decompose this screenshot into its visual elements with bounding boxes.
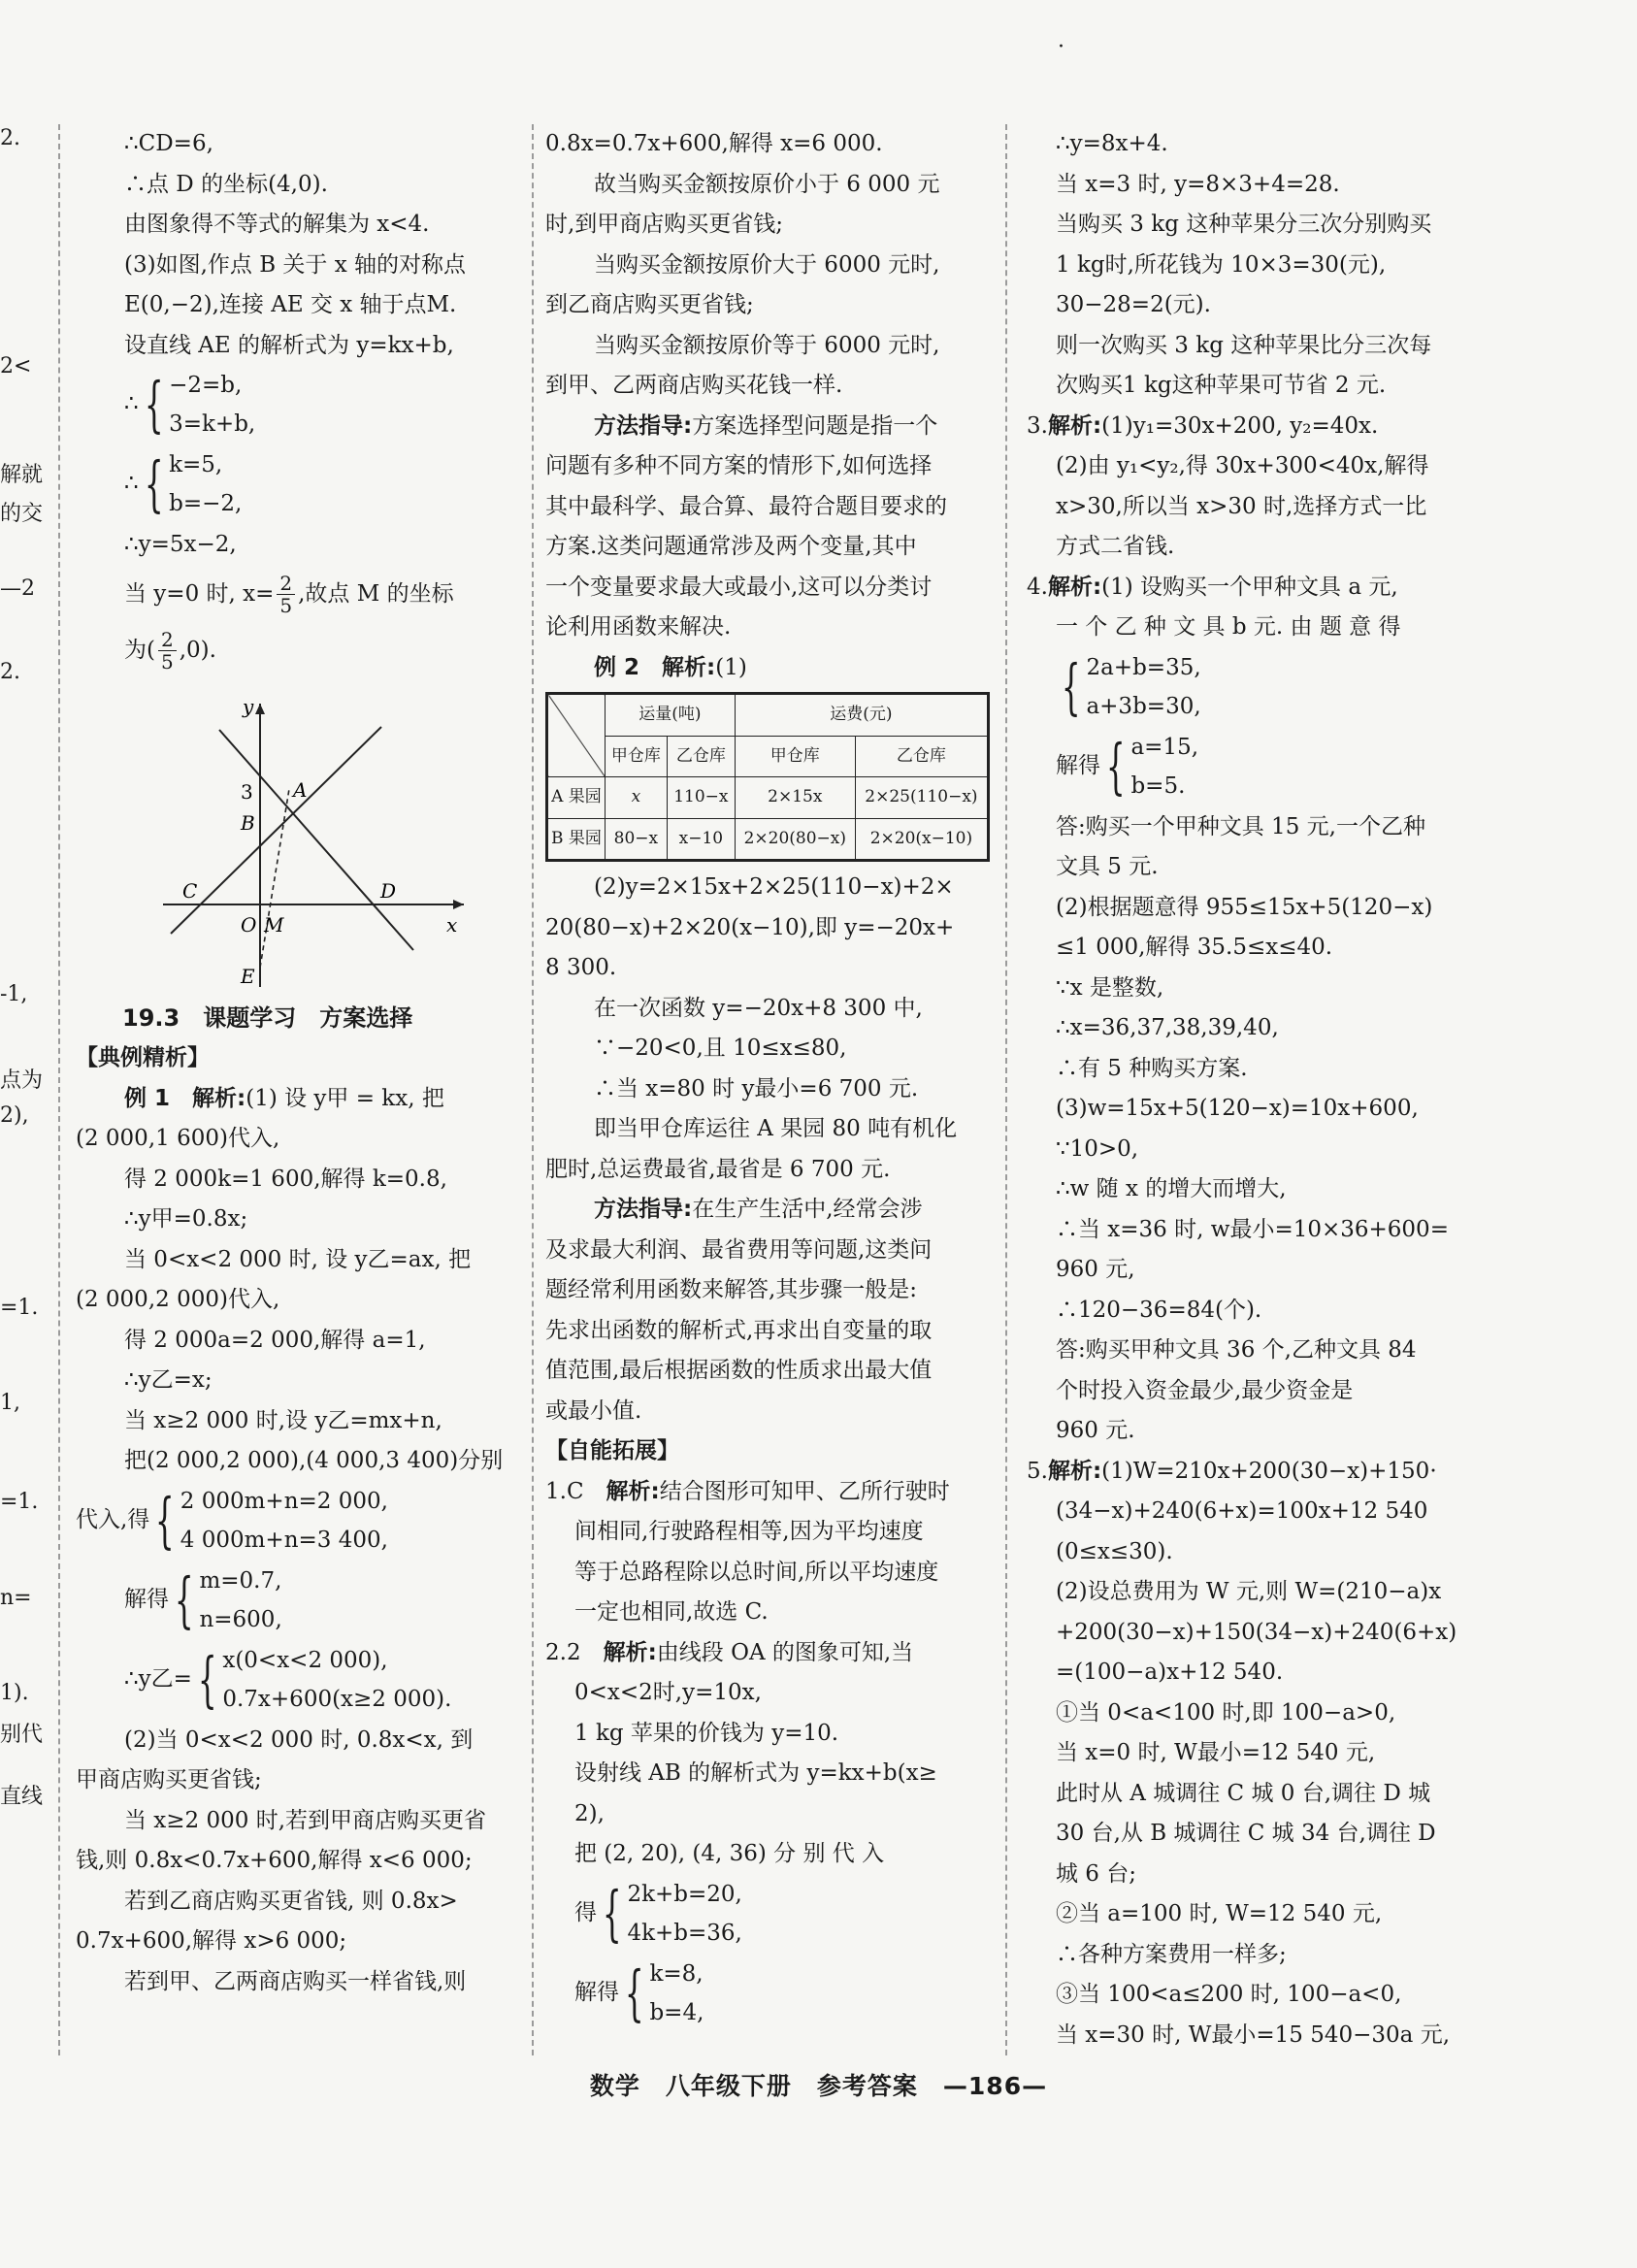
- text-line: (2 000,2 000)代入,: [76, 1287, 280, 1312]
- equation: 2a+b=35,: [1086, 654, 1201, 680]
- text-line: 若到乙商店购买更省钱, 则 0.8x>: [124, 1888, 458, 1914]
- text-line: 5.解析:(1)W=210x+200(30−x)+150·: [1027, 1458, 1437, 1484]
- text-line: 当 y=0 时, x= $\frac{2}{5}$ ,故点 M 的坐标: [124, 572, 454, 617]
- text-line: ∴y乙=x;: [124, 1367, 213, 1393]
- point-label: A: [293, 777, 308, 802]
- equation: a=15,: [1130, 734, 1199, 760]
- text-line: =(100−a)x+12 540.: [1056, 1660, 1284, 1685]
- text-line: 例 2 解析:(1): [594, 654, 747, 680]
- text-line: 到甲、乙两商店购买花钱一样.: [545, 373, 843, 398]
- text-line: 2),: [574, 1800, 605, 1826]
- text-line: (2 000,1 600)代入,: [76, 1126, 280, 1151]
- text-line: 此时从 A 城调往 C 城 0 台,调往 D 城: [1056, 1780, 1431, 1806]
- fraction: $\frac{2}{5}$: [277, 573, 295, 616]
- text-line: 1.C 解析:结合图形可知甲、乙所行驶时: [545, 1478, 950, 1504]
- text-line: 城 6 台;: [1056, 1860, 1137, 1887]
- text-line: 方式二省钱.: [1056, 534, 1175, 559]
- text-line: 一定也相同,故选 C.: [574, 1599, 769, 1625]
- text-line: 0.7x+600,解得 x>6 000;: [76, 1928, 347, 1954]
- text-line: 当 x≥2 000 时,设 y乙=mx+n,: [124, 1407, 442, 1433]
- speck-mark: ·: [1058, 35, 1064, 59]
- function-graph: [76, 678, 522, 999]
- equation: −2=b,: [169, 373, 243, 398]
- text-line: 文具 5 元.: [1056, 854, 1159, 879]
- text-line: (2)y=2×15x+2×25(110−x)+2×: [594, 874, 954, 900]
- table-cell: 2×20(x−10): [855, 818, 988, 861]
- text-line: ∴y=5x−2,: [124, 532, 237, 557]
- text-line: ①当 0<a<100 时,即 100−a>0,: [1056, 1699, 1396, 1726]
- text-line: (2)由 y₁<y₂,得 30x+300<40x,解得: [1056, 453, 1429, 478]
- edge-text: 1).: [0, 1681, 29, 1705]
- text-line: ∵10>0,: [1056, 1135, 1139, 1162]
- y-arrow: [255, 704, 265, 714]
- text-line: ∴w 随 x 的增大而增大,: [1056, 1176, 1287, 1201]
- column-divider: [1005, 124, 1007, 2055]
- text-line: (2)当 0<x<2 000 时, 0.8x<x, 到: [124, 1726, 474, 1753]
- text-line: 当 x≥2 000 时,若到甲商店购买更省: [124, 1807, 487, 1833]
- text-line: 其中最科学、最合算、最符合题目要求的: [545, 493, 947, 519]
- text-line: ∴当 x=36 时, w最小=10×36+600=: [1056, 1216, 1449, 1242]
- equation-system: 解得 { m=0.7, n=600,: [76, 1561, 522, 1641]
- equation: n=600,: [199, 1606, 282, 1632]
- edge-text: —2: [0, 576, 35, 601]
- text-line: 先求出函数的解析式,再求出自变量的取: [545, 1317, 933, 1343]
- text-line: ∵−20<0,且 10≤x≤80,: [594, 1035, 847, 1061]
- tick-label: 3: [241, 779, 253, 804]
- text-line: 例 1 解析:(1) 设 y甲 = kx, 把: [124, 1085, 444, 1111]
- edge-text: 2<: [0, 354, 32, 378]
- equation-system: 代入,得 { 2 000m+n=2 000, 4 000m+n=3 400,: [76, 1482, 522, 1561]
- text-line: 或最小值.: [545, 1397, 642, 1424]
- text-line: E(0,−2),连接 AE 交 x 轴于点M.: [124, 292, 457, 317]
- point-label: O: [241, 912, 257, 937]
- text-line: 即当甲仓库运往 A 果园 80 吨有机化: [594, 1116, 958, 1141]
- equation-system: ∴ { −2=b, 3=k+b,: [76, 366, 522, 445]
- text-line: 8 300.: [545, 955, 617, 980]
- text-line: 30−28=2(元).: [1056, 292, 1211, 317]
- text-line: ∵x 是整数,: [1056, 974, 1164, 1001]
- text-line: 一 个 乙 种 文 具 b 元. 由 题 意 得: [1056, 614, 1401, 640]
- text-line: 把(2 000,2 000),(4 000,3 400)分别: [124, 1448, 504, 1473]
- table-cell: 80−x: [605, 818, 667, 861]
- equation: 3=k+b,: [169, 411, 256, 437]
- text-line: 1 kg时,所花钱为 10×3=30(元),: [1056, 251, 1387, 278]
- text-line: 问题有多种不同方案的情形下,如何选择: [545, 453, 933, 478]
- equation: b=4,: [649, 1999, 704, 2025]
- equation-system: ∴y乙= { x(0<x<2 000), 0.7x+600(x≥2 000).: [76, 1641, 522, 1721]
- text-line: 当购买金额按原价大于 6000 元时,: [594, 251, 940, 278]
- text-line: 个时投入资金最少,最少资金是: [1056, 1377, 1354, 1403]
- text-line: 则一次购买 3 kg 这种苹果比分三次每: [1056, 332, 1432, 358]
- text-line: (0≤x≤30).: [1056, 1538, 1173, 1564]
- table-header: 运费(元): [735, 694, 988, 737]
- column-2: [545, 124, 998, 2034]
- text-line: ∴当 x=80 时 y最小=6 700 元.: [594, 1075, 919, 1101]
- edge-text: =1.: [0, 1490, 39, 1514]
- section-title: 19.3 课题学习 方案选择: [122, 1003, 413, 1032]
- text-line: 3.解析:(1)y₁=30x+200, y₂=40x.: [1027, 412, 1379, 439]
- column-3: [1027, 124, 1483, 2055]
- freight-table-wrap: [545, 688, 998, 868]
- text-line: 得 2 000a=2 000,解得 a=1,: [124, 1327, 426, 1353]
- text-line: 960 元,: [1056, 1257, 1135, 1282]
- text-line: 当 x=30 时, W最小=15 540−30a 元,: [1056, 2021, 1451, 2048]
- table-row: [547, 818, 989, 861]
- freight-table: [545, 692, 990, 862]
- equation: 2 000m+n=2 000,: [180, 1488, 388, 1514]
- edge-text: 2.: [0, 126, 20, 150]
- text-line: 由图象得不等式的解集为 x<4.: [124, 212, 430, 237]
- edge-text: 1,: [0, 1391, 20, 1415]
- table-cell: x: [605, 777, 667, 819]
- text-line: 次购买1 kg这种苹果可节省 2 元.: [1056, 373, 1387, 398]
- column-divider: [58, 124, 60, 2055]
- text-line: 当购买金额按原价等于 6000 元时,: [594, 332, 940, 358]
- text-line: ∴有 5 种购买方案.: [1056, 1055, 1248, 1081]
- text-line: 得 2 000k=1 600,解得 k=0.8,: [124, 1166, 447, 1192]
- text-line: 等于总路程除以总时间,所以平均速度: [574, 1559, 939, 1585]
- text-line: 若到甲、乙两商店购买一样省钱,则: [124, 1968, 467, 1994]
- equation: x(0<x<2 000),: [222, 1647, 388, 1673]
- table-header: 运量(吨): [605, 694, 735, 737]
- text-line: ∴x=36,37,38,39,40,: [1056, 1015, 1279, 1040]
- text-line: (3)w=15x+5(120−x)=10x+600,: [1056, 1096, 1419, 1121]
- point-label: B: [241, 810, 255, 835]
- subsection-tag: 【自能拓展】: [545, 1438, 679, 1463]
- equation: a+3b=30,: [1086, 693, 1201, 719]
- text-line: ∴CD=6,: [124, 131, 213, 156]
- point-label: C: [182, 878, 198, 903]
- x-arrow: [453, 900, 464, 909]
- text-line: 2.2 解析:由线段 OA 的图象可知,当: [545, 1639, 914, 1665]
- table-row: [547, 777, 989, 819]
- text-line: 当购买 3 kg 这种苹果分三次分别购买: [1056, 212, 1432, 237]
- text-line: 4.解析:(1) 设购买一个甲种文具 a 元,: [1027, 574, 1398, 600]
- text-line: 设直线 AE 的解析式为 y=kx+b,: [124, 332, 454, 358]
- text-line: (34−x)+240(6+x)=100x+12 540: [1056, 1498, 1428, 1524]
- equation: m=0.7,: [199, 1567, 282, 1594]
- text-line: 到乙商店购买更省钱;: [545, 292, 754, 317]
- equation-system: 解得 { a=15, b=5.: [1027, 728, 1483, 807]
- equation: b=−2,: [169, 491, 243, 516]
- text-line: ∴y甲=0.8x;: [124, 1206, 248, 1232]
- text-line: 答:购买甲种文具 36 个,乙种文具 84: [1056, 1337, 1417, 1363]
- text-line: +200(30−x)+150(34−x)+240(6+x): [1056, 1619, 1457, 1645]
- text-line: ②当 a=100 时, W=12 540 元,: [1056, 1901, 1383, 1926]
- equation: k=5,: [169, 452, 223, 477]
- equation-system: { 2a+b=35, a+3b=30,: [1027, 648, 1483, 728]
- text-line: 0<x<2时,y=10x,: [574, 1680, 762, 1705]
- table-cell: 110−x: [667, 777, 735, 819]
- page-footer: 数学 八年级下册 参考答案 —186—: [589, 2072, 1048, 2100]
- text-line: 当 x=0 时, W最小=12 540 元,: [1056, 1740, 1376, 1765]
- table-header: 甲仓库: [605, 736, 667, 777]
- text-line: 钱,则 0.8x<0.7x+600,解得 x<6 000;: [76, 1848, 473, 1873]
- edge-text: 别代: [0, 1723, 44, 1747]
- edge-text: n=: [0, 1586, 32, 1610]
- text-line: 值范围,最后根据函数的性质求出最大值: [545, 1358, 933, 1383]
- corner-cell: [547, 694, 606, 777]
- fraction: $\frac{2}{5}$: [158, 629, 177, 673]
- text-line: 960 元.: [1056, 1418, 1135, 1443]
- text-line: ③当 100<a≤200 时, 100−a<0,: [1056, 1982, 1402, 2007]
- text-line: (2)根据题意得 955≤15x+5(120−x): [1056, 894, 1433, 920]
- text-line: 当 x=3 时, y=8×3+4=28.: [1056, 171, 1340, 197]
- edge-text: 点为: [0, 1068, 44, 1093]
- text-line: 间相同,行驶路程相等,因为平均速度: [574, 1519, 924, 1544]
- equation: k=8,: [649, 1960, 704, 1987]
- y-label: y: [243, 695, 254, 718]
- equation: b=5.: [1130, 772, 1186, 799]
- line-ae: [260, 789, 289, 968]
- equation: 2k+b=20,: [627, 1881, 742, 1907]
- text-line: 当 0<x<2 000 时, 设 y乙=ax, 把: [124, 1246, 472, 1272]
- table-cell: 2×25(110−x): [855, 777, 988, 819]
- edge-text: 解就: [0, 463, 44, 487]
- text-line: 题经常利用函数来解答,其步骤一般是:: [545, 1277, 918, 1302]
- text-line: ∴y=8x+4.: [1056, 131, 1168, 156]
- table-cell: x−10: [667, 818, 735, 861]
- equation-system: 解得 { k=8, b=4,: [545, 1955, 998, 2034]
- text-line: 1 kg 苹果的价钱为 y=10.: [574, 1720, 839, 1746]
- text-line: 为( $\frac{2}{5}$ ,0).: [124, 628, 216, 674]
- text-line: 20(80−x)+2×20(x−10),即 y=−20x+: [545, 914, 955, 940]
- column-divider: [532, 124, 534, 2055]
- subsection-tag: 【典例精析】: [76, 1045, 210, 1070]
- text-line: 及求最大利润、最省费用等问题,这类问: [545, 1236, 933, 1263]
- text-line: ∴各种方案费用一样多;: [1056, 1941, 1287, 1967]
- table-cell: A 果园: [547, 777, 606, 819]
- text-line: 论利用函数来解决.: [545, 614, 732, 640]
- text-line: 把 (2, 20), (4, 36) 分 别 代 入: [574, 1841, 885, 1866]
- text-line: 故当购买金额按原价小于 6 000 元: [594, 171, 940, 197]
- text-line: ∴点 D 的坐标(4,0).: [124, 171, 328, 197]
- table-cell: B 果园: [547, 818, 606, 861]
- text-line: 在一次函数 y=−20x+8 300 中,: [594, 995, 923, 1021]
- text-line: 30 台,从 B 城调往 C 城 34 台,调往 D: [1056, 1821, 1436, 1846]
- text-line: 一个变量要求最大或最小,这可以分类讨: [545, 574, 933, 600]
- table-header: 甲仓库: [735, 736, 855, 777]
- equation: 4 000m+n=3 400,: [180, 1527, 388, 1553]
- line-ac: [171, 727, 381, 934]
- text-line: 时,到甲商店购买更省钱;: [545, 212, 784, 237]
- edge-text: 2.: [0, 660, 20, 684]
- text-line: 方法指导:在生产生活中,经常会涉: [594, 1197, 923, 1222]
- text-line: 0.8x=0.7x+600,解得 x=6 000.: [545, 131, 883, 156]
- equation: 4k+b=36,: [627, 1920, 742, 1946]
- equation: 0.7x+600(x≥2 000).: [222, 1686, 452, 1712]
- edge-text: 的交: [0, 502, 44, 526]
- text-line: 肥时,总运费最省,最省是 6 700 元.: [545, 1156, 891, 1182]
- text-line: x>30,所以当 x>30 时,选择方式一比: [1056, 493, 1427, 519]
- text-line: ∴120−36=84(个).: [1056, 1297, 1262, 1323]
- table-header: 乙仓库: [855, 736, 988, 777]
- table-cell: 2×20(80−x): [735, 818, 855, 861]
- text-line: (3)如图,作点 B 关于 x 轴的对称点: [124, 251, 467, 278]
- table-cell: 2×15x: [735, 777, 855, 819]
- edge-text: =1.: [0, 1296, 39, 1320]
- column-1: [76, 124, 522, 2002]
- text-line: 答:购买一个甲种文具 15 元,一个乙种: [1056, 813, 1425, 839]
- point-label: D: [380, 878, 397, 903]
- edge-text: -1,: [0, 982, 28, 1006]
- edge-text: 直线: [0, 1785, 44, 1809]
- point-label: E: [241, 964, 255, 988]
- table-header: 乙仓库: [667, 736, 735, 777]
- text-line: (2)设总费用为 W 元,则 W=(210−a)x: [1056, 1579, 1442, 1604]
- text-line: ≤1 000,解得 35.5≤x≤40.: [1056, 935, 1333, 960]
- graph-svg: [153, 696, 474, 1006]
- point-label: M: [264, 912, 284, 937]
- edge-text: 2),: [0, 1103, 29, 1128]
- text-line: 方法指导:方案选择型问题是指一个: [594, 412, 938, 439]
- equation-system: 得 { 2k+b=20, 4k+b=36,: [545, 1875, 998, 1955]
- x-label: x: [446, 912, 458, 937]
- text-line: 设射线 AB 的解析式为 y=kx+b(x≥: [574, 1760, 937, 1786]
- equation-system: ∴ { k=5, b=−2,: [76, 445, 522, 525]
- text-line: 甲商店购买更省钱;: [76, 1767, 262, 1792]
- text-line: 方案.这类问题通常涉及两个变量,其中: [545, 534, 917, 559]
